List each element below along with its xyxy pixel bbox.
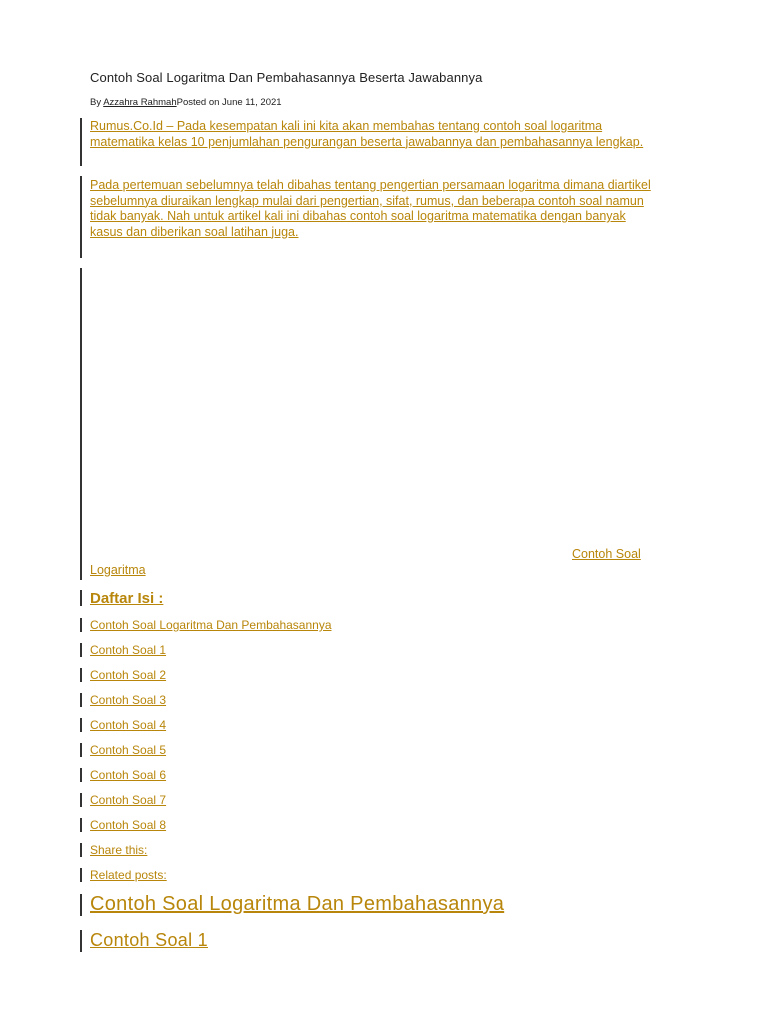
toc-item[interactable]: Contoh Soal 5 (90, 743, 167, 757)
byline (90, 97, 282, 108)
toc-item[interactable]: Contoh Soal 6 (90, 768, 167, 782)
intro-paragraph[interactable] (90, 119, 660, 150)
toc-heading-bar (80, 590, 82, 606)
article-title: Contoh Soal Logaritma Dan Pembahasannya Beserta Jawabannya (90, 70, 483, 85)
heading-bar (80, 930, 82, 952)
second-paragraph[interactable] (90, 178, 660, 240)
toc-item-bar (80, 868, 82, 882)
toc-item-bar (80, 818, 82, 832)
toc-item-bar (80, 668, 82, 682)
section-heading[interactable]: Contoh Soal Logaritma Dan Pembahasannya (90, 893, 505, 915)
toc-item[interactable]: Contoh Soal 2 (90, 668, 167, 682)
toc-item-bar (80, 793, 82, 807)
section-heading[interactable]: Contoh Soal 1 (90, 930, 208, 950)
image-caption-link[interactable]: Contoh Soal (572, 547, 641, 561)
toc-item-bar (80, 693, 82, 707)
toc-item-related[interactable]: Related posts: (90, 868, 167, 882)
toc-item[interactable]: Contoh Soal 4 (90, 718, 167, 732)
byline-date: Posted on June 11, 2021 (176, 97, 282, 108)
toc-item[interactable]: Contoh Soal 1 (90, 643, 167, 657)
paragraph-bar (80, 118, 82, 166)
byline-by: By (90, 97, 104, 108)
toc-item-bar (80, 743, 82, 757)
toc-item-bar (80, 618, 82, 632)
toc-item[interactable]: Contoh Soal 7 (90, 793, 167, 807)
image-bar (80, 268, 82, 580)
toc-item[interactable]: Contoh Soal Logaritma Dan Pembahasannya (90, 618, 332, 632)
toc-item-bar (80, 643, 82, 657)
toc-item-bar (80, 718, 82, 732)
author-link[interactable]: Azzahra Rahmah (103, 97, 177, 108)
image-caption-link-continued[interactable]: Logaritma (90, 563, 146, 577)
toc-item-bar (80, 843, 82, 857)
intro-paragraph-text[interactable]: Rumus.Co.Id – Pada kesempatan kali ini kita akan membahas tentang contoh soal logaritma matematika kelas 10 penjumlahan pengurangan beserta jawabannya dan pembahasannya lengkap. (90, 119, 644, 149)
toc-item-bar (80, 768, 82, 782)
toc-item[interactable]: Contoh Soal 3 (90, 693, 167, 707)
toc-item[interactable]: Contoh Soal 8 (90, 818, 167, 832)
toc-heading[interactable]: Daftar Isi : (90, 590, 164, 607)
second-paragraph-text[interactable]: Pada pertemuan sebelumnya telah dibahas tentang pengertian persamaan logaritma dimana diartikel sebelumnya diuraikan lengkap mulai dari pengertian, sifat, rumus, dan beberapa contoh soal namun tidak banyak. Nah untuk artikel kali ini dibahas contoh soal logaritma matematika dengan banyak kasus dan diberikan soal latihan juga. (90, 178, 651, 239)
toc-item-share[interactable]: Share this: (90, 843, 148, 857)
heading-bar (80, 894, 82, 916)
paragraph-bar (80, 176, 82, 258)
